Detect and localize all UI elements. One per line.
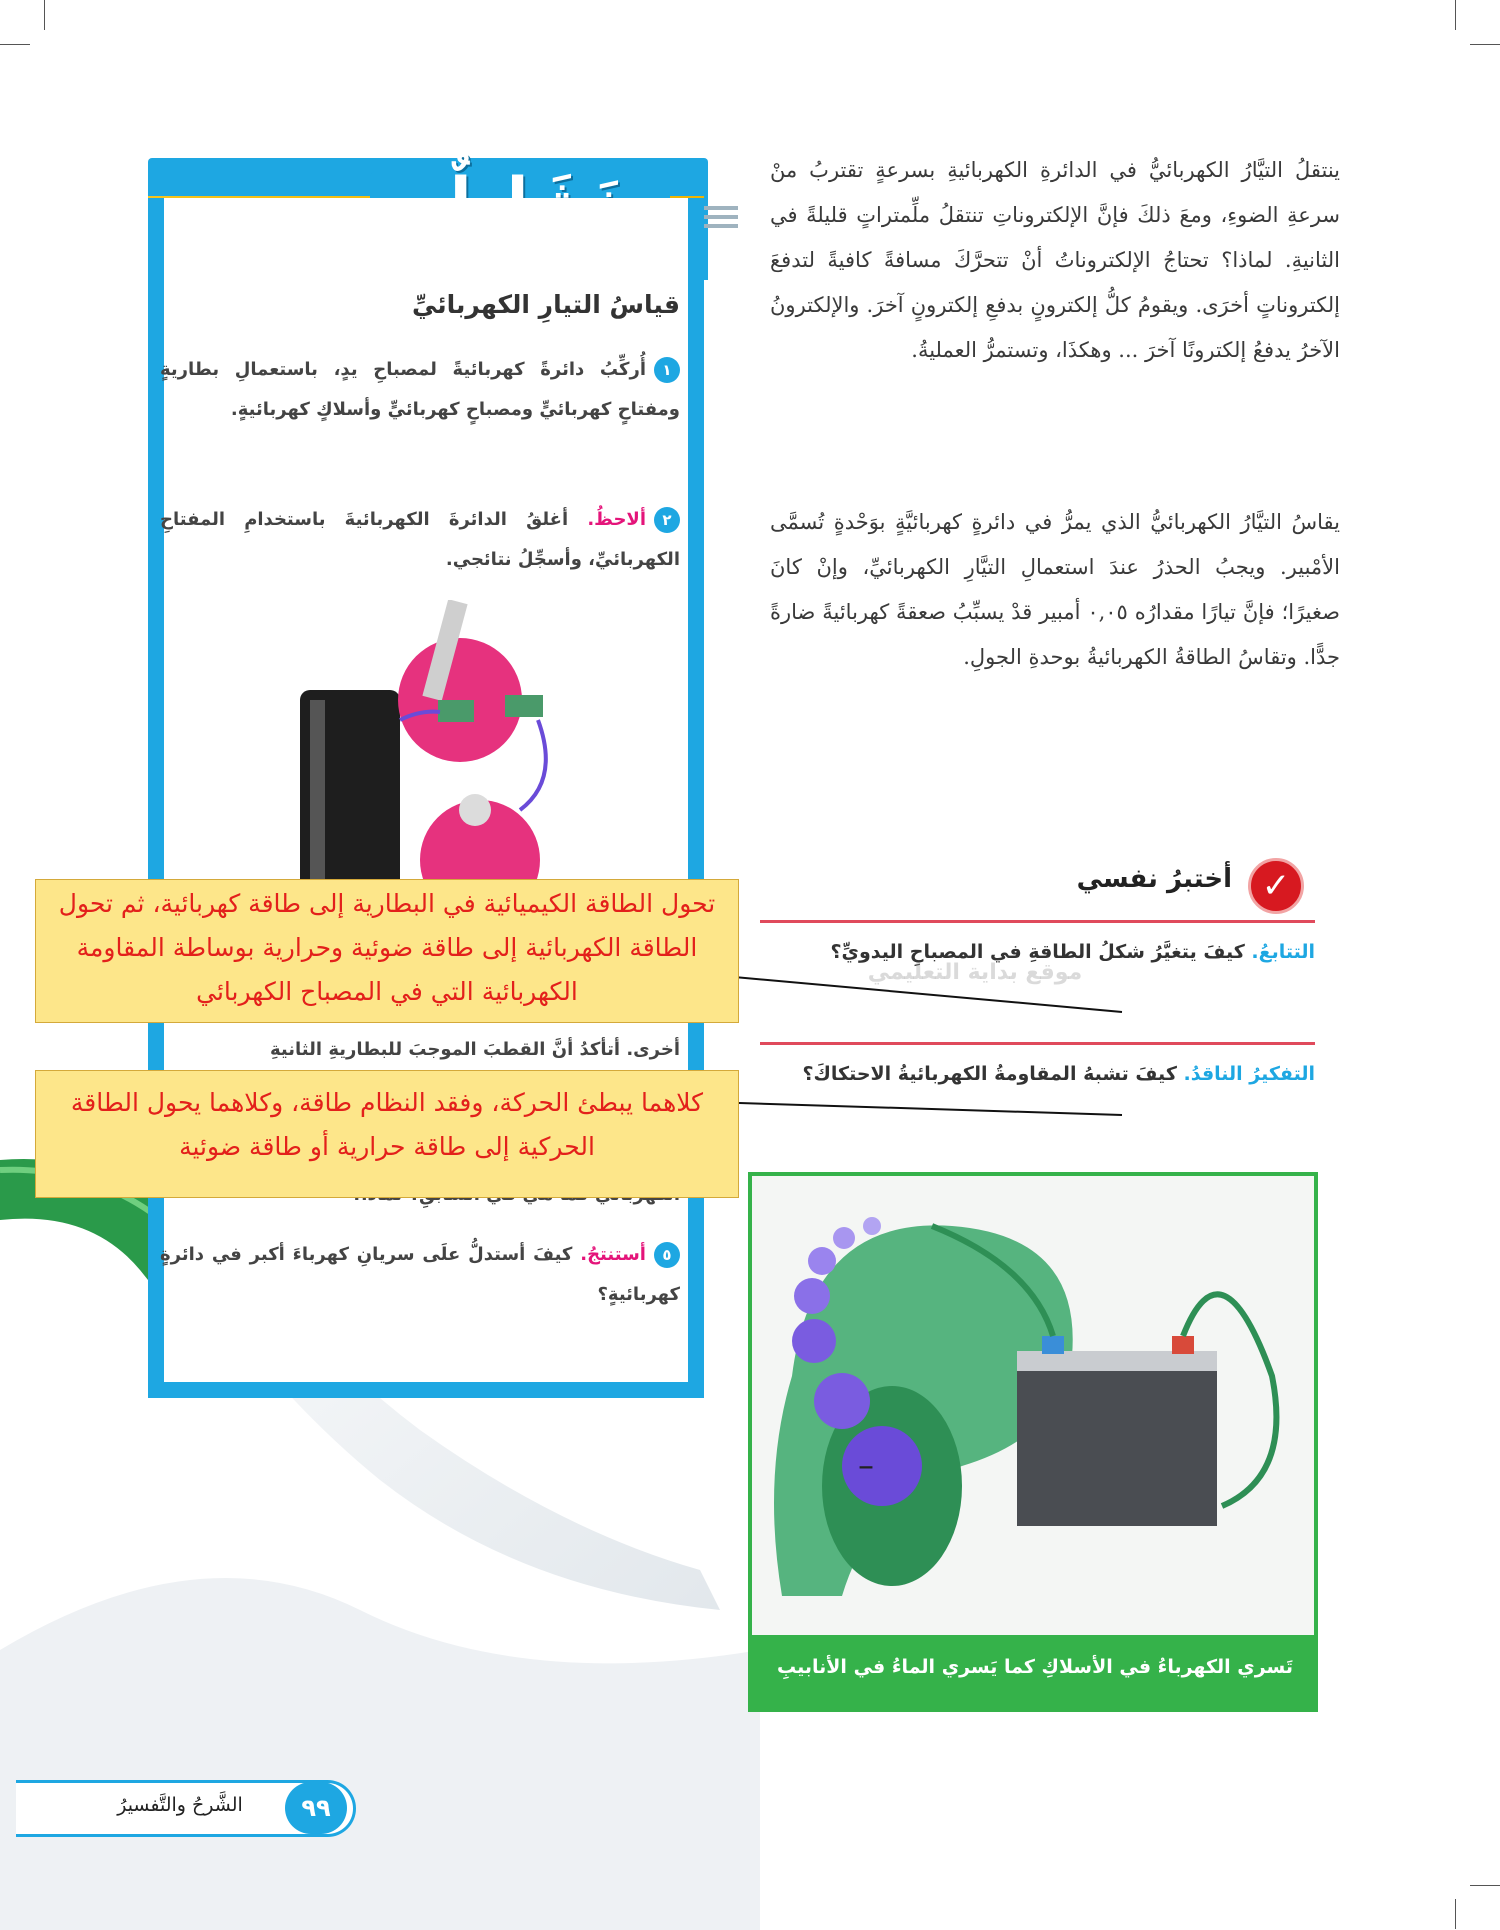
step-text: أخرى. أتأكدُ أنَّ القطبَ الموجبَ للبطاريةِ الثانيةِ bbox=[270, 1039, 680, 1060]
arrow-line bbox=[690, 973, 1122, 1012]
figure-caption: تَسري الكهرباءُ في الأسلاكِ كما يَسري الماءُ في الأنابيبِ bbox=[777, 1656, 1293, 1678]
section-name: الشَّرحُ والتَّفسيرُ bbox=[117, 1794, 243, 1816]
step-number: ١ bbox=[654, 357, 680, 383]
checkmark-icon: ✓ bbox=[1248, 858, 1304, 914]
step-number: ٥ bbox=[654, 1242, 680, 1268]
step-skill: أستنتجُ. bbox=[580, 1244, 646, 1265]
question-label: التفكيرُ الناقدُ. bbox=[1183, 1063, 1315, 1085]
check-yourself-title: أختبرُ نفسي bbox=[1076, 864, 1232, 894]
page-number: ٩٩ bbox=[285, 1782, 347, 1834]
activity-subtitle: قياسُ التيارِ الكهربائيِّ bbox=[411, 290, 680, 319]
step-text: أغلقُ الدائرةَ الكهربائيةَ باستخدامِ المفتاحِ الكهربائيِّ، وأسجِّلُ نتائجي. bbox=[160, 509, 680, 570]
watermark-text: موقع بداية التعليمي bbox=[867, 960, 1083, 985]
question-text: كيفَ تشبهُ المقاومةُ الكهربائيةُ الاحتكاكَ؟ bbox=[802, 1063, 1177, 1085]
paragraph-ampere: يقاسُ التيَّارُ الكهربائيُّ الذي يمرُّ في دائرةٍ كهربائيَّةٍ بوَحْدةٍ تُسمَّى الأمْبير. ويجبُ الحذرُ عندَ استعمالِ التيَّارِ الكهربائيِّ، وإنْ كانَ صغيرًا؛ فإنَّ تيارًا مقدارُه ٠,٠٥ أمبير قدْ يسبِّبُ صعقةً كهربائيةً ضارةً جدًّا. وتقاسُ الطاقةُ الكهربائيةُ بوحدةِ الجولِ. bbox=[770, 510, 1340, 669]
step-text: كيفَ أستدلُّ علَى سريانِ كهرباءَ أكبر في دائرةٍ كهربائيةٍ؟ bbox=[160, 1244, 680, 1305]
svg-text:–: – bbox=[858, 1446, 874, 1484]
answer-box-energy-change: تحول الطاقة الكيميائية في البطارية إلى طاقة كهربائية، ثم تحول الطاقة الكهربائية إلى طاقة ضوئية وحرارية بوساطة المقاومة الكهربائية التي في المصباح الكهربائي bbox=[35, 879, 739, 1023]
step-number: ٢ bbox=[654, 507, 680, 533]
step-skill: ألاحظُ. bbox=[587, 509, 646, 530]
answer-box-resistance-friction: كلاهما يبطئ الحركة، وفقد النظام طاقة، وكلاهما يحول الطاقة الحركية إلى طاقة حرارية أو طاقة ضوئية bbox=[35, 1070, 739, 1198]
question-text: كيفَ يتغيَّرُ شكلُ الطاقةِ في المصباحِ اليدويِّ؟ bbox=[830, 941, 1245, 963]
step-text: أُركِّبُ دائرةً كهربائيةً لمصباحِ يدٍ، باستعمالِ بطاريةٍ ومفتاحٍ كهربائيٍّ ومصباحٍ كهربائيٍّ وأسلاكٍ كهربائيةٍ. bbox=[160, 359, 680, 420]
question-label: التتابعُ. bbox=[1251, 941, 1315, 963]
paragraph-electrons: ينتقلُ التيَّارُ الكهربائيُّ في الدائرةِ الكهربائيةِ بسرعةٍ تقتربُ منْ سرعةِ الضوءِ، ومعَ ذلكَ فإنَّ الإلكتروناتِ تنتقلُ ملِّمتراتٍ قليلةً في الثانيةِ. لماذا؟ تحتاجُ الإلكتروناتُ أنْ تتحرَّكَ مسافةً كافيةً لتدفعَ إلكتروناتٍ أخرَى. ويقومُ كلُّ إلكترونٍ بدفعِ إلكترونٍ آخرَ. والإلكترونُ الآخرُ يدفعُ إلكترونًا آخرَ ... وهكذَا، وتستمرُّ العمليةُ. bbox=[770, 158, 1340, 362]
arrow-line bbox=[708, 1102, 1122, 1115]
